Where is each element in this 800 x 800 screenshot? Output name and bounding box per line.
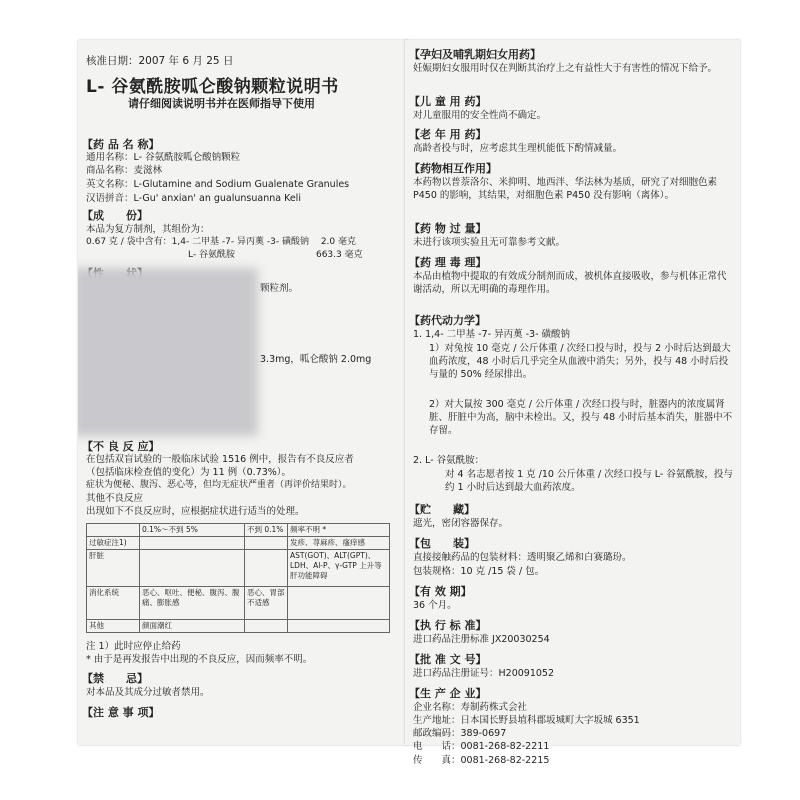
table-cell — [245, 537, 288, 550]
document-title: L- 谷氨酰胺呱仑酸钠颗粒说明书 — [86, 77, 339, 97]
pk-item-2-1: 对 4 名志愿者按 1 克 /10 公斤体重 / 次经口投与 L- 谷氨酰胺，投与约 1 小时后达到最大血药浓度。 — [445, 469, 733, 493]
insert-page-left — [78, 40, 408, 745]
table-note-2: * 由于是再发报告中出现的不良反应，因而频率不明。 — [86, 654, 313, 665]
table-cell: 过敏症注1) — [87, 537, 140, 550]
section-approval-number: 【批 准 文 号】 — [409, 653, 487, 666]
adverse-reaction-table — [86, 523, 390, 633]
approval-date: 核准日期：2007 年 6 月 25 日 — [86, 55, 234, 67]
adverse-line-4: 其他不良反应 — [86, 493, 144, 504]
section-adverse-reactions: 【不 良 反 应】 — [82, 440, 160, 453]
section-package: 【包 装】 — [409, 537, 475, 550]
table-cell: 消化系统 — [87, 587, 140, 620]
table-cell — [245, 550, 288, 587]
section-validity: 【有 效 期】 — [409, 585, 472, 598]
pk-item-1-2: 2）对大鼠按 300 毫克 / 公斤体重 / 次经口投与时，脏器内的浓度属肾脏、肝脏中为高，脑中未检出。又，投与 48 小时后基本消失，脏器中不存留。 — [429, 399, 733, 436]
generic-name: 通用名称：L- 谷氨酰胺呱仑酸钠颗粒 — [86, 152, 241, 163]
children-text: 对儿童服用的安全性尚不确定。 — [413, 110, 547, 121]
section-elderly: 【老 年 用 药】 — [409, 128, 487, 141]
table-cell: AST(GOT)、ALT(GPT)、LDH、Al-P、γ-GTP 上升等肝功能障碍 — [288, 550, 390, 587]
pk-item-1: 1. 1,4- 二甲基 -7- 异丙薁 -3- 磺酸钠 — [413, 329, 571, 340]
table-row — [87, 537, 390, 550]
table-cell — [140, 537, 245, 550]
ingredients-line-2: 0.67 克 / 袋中含有：1,4- 二甲基 -7- 异丙薁 -3- 磺酸钠 2.0 毫克 — [86, 237, 356, 247]
section-manufacturer: 【生 产 企 业】 — [409, 687, 487, 700]
elderly-text: 高龄者投与时，应考虑其生理机能低下酌情减量。 — [413, 143, 623, 154]
standard-text: 进口药品注册标准 JX20030254 — [413, 634, 550, 645]
table-row — [87, 550, 390, 587]
section-contraindications: 【禁 忌】 — [82, 672, 148, 685]
blurred-region — [78, 268, 258, 436]
manufacturer-zip: 邮政编码：389-0697 — [413, 728, 507, 739]
table-header-cell: 0.1%～不到 5% — [140, 524, 245, 537]
table-cell: 颜面潮红 — [140, 620, 245, 633]
section-drug-name: 【药 品 名 称】 — [82, 138, 160, 151]
ingredients-line-1: 本品为复方制剂，其组份为： — [86, 224, 210, 235]
table-header-cell — [87, 524, 140, 537]
character-text: 颗粒剂。 — [260, 283, 299, 294]
table-header-cell: 频率不明 * — [288, 524, 390, 537]
table-header-row — [87, 524, 390, 537]
package-material: 直接接触药品的包装材料：透明聚乙烯和白赛璐玢。 — [413, 552, 632, 563]
english-name: 英文名称：L-Glutamine and Sodium Gualenate Granules — [86, 179, 350, 190]
table-cell — [140, 550, 245, 587]
table-cell: 恶心、呕吐、便秘、腹泻、腹痛、膨胀感 — [140, 587, 245, 620]
table-cell — [288, 620, 390, 633]
adverse-line-2: （包括临床检查值的变化）为 11 例（0.73%）。 — [86, 467, 292, 478]
table-cell: 其他 — [87, 620, 140, 633]
storage-text: 遮光，密闭容器保存。 — [413, 518, 509, 529]
approval-number-text: 进口药品注册证号：H20091052 — [413, 668, 554, 679]
table-row — [87, 620, 390, 633]
pk-item-2: 2. L- 谷氨酰胺： — [413, 455, 485, 466]
table-cell — [288, 587, 390, 620]
package-spec: 包装规格：10 克 /15 袋 / 包。 — [413, 566, 545, 577]
section-overdose: 【药 物 过 量】 — [409, 222, 487, 235]
manufacturer-fax: 传 真：0081-268-82-2215 — [413, 755, 550, 766]
table-note-1: 注 1）此时应停止给药 — [86, 641, 181, 652]
ingredients-line-3: L- 谷氨酰胺 663.3 毫克 — [188, 250, 363, 260]
adverse-line-1: 在包括双盲试验的一般临床试验 1516 例中，报告有不良反应者 — [86, 454, 354, 465]
section-pregnancy: 【孕妇及哺乳期妇女用药】 — [409, 48, 541, 61]
validity-text: 36 个月。 — [413, 600, 457, 611]
toxicology-text: 本品由植物中提取的有效成分制剂而成，被机体直接吸收，参与机体正常代谢活动，所以无明确的毒理作用。 — [413, 271, 727, 295]
section-storage: 【贮 藏】 — [409, 503, 475, 516]
manufacturer-address: 生产地址：日本国长野县埴科郡坂城町大字坂城 6351 — [413, 715, 640, 726]
pinyin-name: 汉语拼音：L-Gu' anxian' an gualunsuanna Keli — [86, 193, 301, 204]
document-subtitle: 请仔细阅读说明书并在医师指导下使用 — [128, 97, 315, 110]
section-pharmacokinetics: 【药代动力学】 — [409, 314, 486, 327]
table-cell: 发疹、荨麻疹、瘙痒感 — [288, 537, 390, 550]
manufacturer-name: 企业名称：寿制药株式会社 — [413, 702, 528, 713]
section-toxicology: 【药 理 毒 理】 — [409, 256, 487, 269]
overdose-text: 未进行该项实验且无可靠参考文献。 — [413, 237, 566, 248]
adverse-line-3: 症状为便秘、腹泻、恶心等，但均无症状严重者（再评价结果时）。 — [86, 480, 352, 490]
table-row — [87, 587, 390, 620]
table-cell: 肝脏 — [87, 550, 140, 587]
contraindications-text: 对本品及其成分过敏者禁用。 — [86, 687, 210, 698]
section-precautions: 【注 意 事 项】 — [82, 706, 160, 719]
pregnancy-text: 妊娠期妇女服用时仅在判断其治疗上之有益性大于有害性的情况下给予。 — [413, 63, 718, 74]
trade-name: 商品名称：麦滋林 — [86, 165, 163, 176]
interactions-text: 本药物以普萘洛尔、米抑明、地西泮、华法林为基质，研究了对细胞色素 P450 的影响，其结果，对细胞色素 P450 没有影响（离体）。 — [413, 177, 718, 201]
manufacturer-tel: 电 话：0081-268-82-2211 — [413, 741, 550, 752]
section-children: 【儿 童 用 药】 — [409, 95, 487, 108]
insert-page-right — [405, 40, 740, 745]
blurred-line-tail: 3.3mg，呱仑酸钠 2.0mg — [260, 354, 372, 365]
table-cell: 恶心、胃部不适感 — [245, 587, 288, 620]
table-header-cell: 不到 0.1% — [245, 524, 288, 537]
table-cell — [245, 620, 288, 633]
pk-item-1-1: 1）对兔按 10 毫克 / 公斤体重 / 次经口投与时，投与 2 小时后达到最大血药浓度，48 小时后几乎完全从血液中消失；另外，投与 48 小时后投与量的 50% 经尿排出。 — [429, 343, 731, 380]
adverse-line-5: 出现如下不良反应时，应根据症状进行适当的处理。 — [86, 506, 305, 517]
section-ingredients: 【成 份】 — [82, 209, 148, 222]
section-interactions: 【药物相互作用】 — [409, 162, 497, 175]
section-standard: 【执 行 标 准】 — [409, 619, 487, 632]
